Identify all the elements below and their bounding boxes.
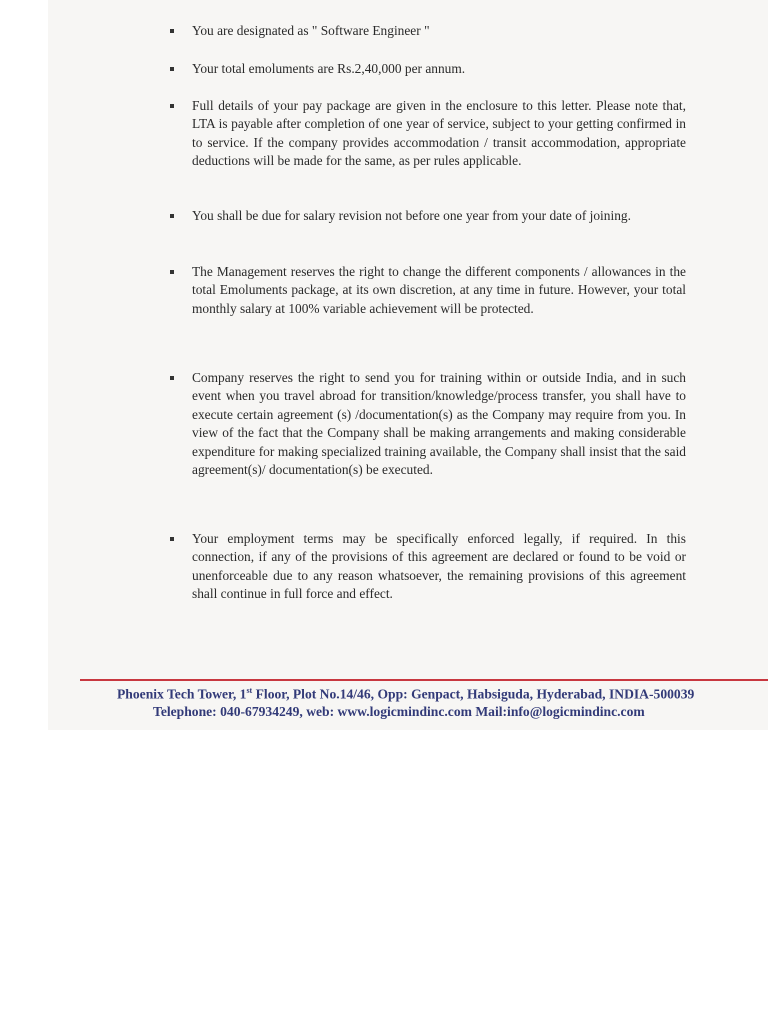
list-item-salary-revision — [170, 207, 686, 225]
pay-package-text: Full details of your pay package are given in the enclosure to this letter. Please note that, LTA is payable after completion of one year of service, subject to your getting confirmed in to service. If the company provides accommodation / transit accommodation, appropriate deductions will be made for the same, as per rules applicable. — [192, 98, 686, 169]
list-item-designation — [170, 22, 686, 40]
salary-revision-text: You shall be due for salary revision not before one year from your date of joining. — [192, 208, 631, 223]
bullet-square-icon — [170, 29, 174, 33]
bullet-square-icon — [170, 376, 174, 380]
footer-address-sup: st — [246, 686, 253, 695]
list-item-pay-package — [170, 97, 686, 171]
footer-address-part2: Floor, Plot No.14/46, Opp: Genpact, Habsiguda, Hyderabad, INDIA-500039 — [252, 686, 695, 702]
training-text: Company reserves the right to send you for training within or outside India, and in such event when you travel abroad for transition/knowledge/process transfer, you shall have to execute certain agreement (s) /documentation(s) as the Company may require from you. In view of the fact that the Company shall be making arrangements and making considerable expenditure for making specialized training available, the Company shall insist that the said agreement(s)/ documentation(s) be executed. — [192, 370, 686, 478]
management-rights-text: The Management reserves the right to change the different components / allowances in the total Emoluments package, at its own discretion, at any time in future. However, your total monthly salary at 100% variable achievement will be protected. — [192, 264, 686, 316]
bullet-square-icon — [170, 537, 174, 541]
bullet-square-icon — [170, 270, 174, 274]
footer-address — [117, 686, 694, 703]
footer-contact: Telephone: 040-67934249, web: www.logicmindinc.com Mail:info@logicmindinc.com — [153, 704, 645, 719]
bullet-square-icon — [170, 67, 174, 71]
footer-address-part1: Phoenix Tech Tower, 1 — [117, 686, 247, 702]
bullet-square-icon — [170, 104, 174, 108]
designation-text — [192, 22, 686, 40]
designation-suffix: " — [424, 23, 430, 38]
designation-prefix: You are designated as " — [192, 23, 318, 38]
emoluments-text: Your total emoluments are Rs.2,40,000 per annum. — [192, 61, 466, 76]
list-item-training — [170, 369, 686, 479]
enforcement-text: Your employment terms may be specifically enforced legally, if required. In this connection, if any of the provisions of this agreement are declared or found to be void or unenforceable due to any reason whatsoever, the remaining provisions of this agreement shall continue in full force and effect. — [192, 531, 686, 602]
designation-title: Software Engineer — [317, 23, 425, 38]
list-item-enforcement — [170, 530, 686, 604]
bullet-square-icon — [170, 214, 174, 218]
footer-divider — [80, 679, 768, 681]
list-item-management-rights — [170, 263, 686, 318]
list-item-emoluments — [170, 60, 686, 78]
